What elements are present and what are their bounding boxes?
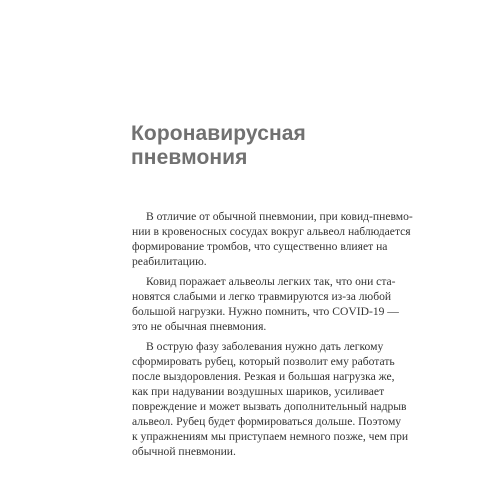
paragraph-line: Ковид поражает альвеолы легких так, что они ста- (146, 274, 396, 288)
chapter-heading-line-2: пневмония (131, 146, 248, 169)
chapter-heading-line-1: Коронавирусная (131, 122, 306, 145)
paragraph-line: как при надувании воздушных шариков, усиливает (132, 384, 385, 398)
chapter-heading (131, 122, 381, 170)
paragraph-line: новятся слабыми и легко травмируются из-за любой (132, 289, 392, 303)
paragraph-3 (132, 339, 409, 460)
paragraph-line: нии в кровеносных сосудах вокруг альвеол наблюдается (132, 225, 411, 239)
paragraph-line: В отличие от обычной пневмонии, при ковид-пневмо- (146, 210, 413, 223)
paragraph-1 (132, 209, 413, 269)
paragraph-2 (132, 274, 399, 334)
body-text (132, 209, 413, 464)
paragraph-line: сформировать рубец, который позволит ему работать (132, 354, 395, 368)
paragraph-line: реабилитацию. (132, 255, 207, 269)
paragraph-line: повреждение и может вызвать дополнительный надрыв (132, 399, 407, 413)
paragraph-line: к упражнениям мы приступаем немного позже, чем при (132, 430, 409, 444)
paragraph-line: это не обычная пневмония. (132, 320, 267, 334)
paragraph-line: обычной пневмонии. (132, 445, 236, 459)
paragraph-line: большой нагрузки. Нужно помнить, что COVID-19 — (132, 304, 399, 318)
paragraph-line: В острую фазу заболевания нужно дать легкому (146, 339, 384, 353)
paragraph-line: после выздоровления. Резкая и большая нагрузка же, (132, 369, 395, 383)
paragraph-line: альвеол. Рубец будет формироваться дольше. Поэтому (132, 415, 402, 428)
paragraph-line: формирование тромбов, что существенно влияет на (132, 240, 388, 254)
